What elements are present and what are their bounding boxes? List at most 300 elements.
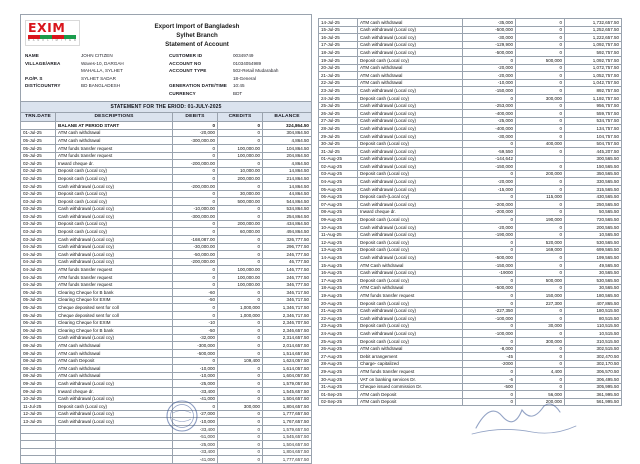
cell-credit: 0 [516,383,565,391]
cell-debit: 0 [463,94,516,102]
table-row[interactable] [319,193,622,201]
cell-credit: 0 [516,269,565,277]
table-row[interactable] [319,72,622,80]
table-row[interactable] [21,198,312,206]
table-row[interactable] [319,34,622,42]
cell-description: Cash withdrawal (Local ccy) [56,380,173,388]
cell-balance: 254,864.50 [263,213,312,221]
table-row[interactable] [21,281,312,289]
cell-credit: 300,000 [516,337,565,345]
cell-debit: -300,000.00 [173,213,218,221]
cell-credit: 0 [516,254,565,262]
table-row[interactable] [319,239,622,247]
table-row[interactable] [21,357,312,365]
cell-debit: 0 [173,312,218,320]
cell-balance: 50,565.50 [565,208,622,216]
cell-credit: 0 [516,315,565,323]
cell-balance: 1,767,657.50 [263,418,312,426]
cell-description: Deposit cash (Local ccy) [56,220,173,228]
table-row[interactable] [319,87,622,95]
cell-credit: 0 [218,433,263,441]
cell-credit: 0 [516,224,565,232]
meta-row-currency [169,90,307,98]
cell-trn-date: 02-Jul-25 [21,190,56,198]
cell-credit: 0 [218,448,263,456]
cell-trn-date: 26-Jul-25 [319,110,358,118]
cell-description: Deposit cash (Local ccy) [358,246,463,254]
cell-debit: -20,000 [173,129,218,137]
cell-trn-date [21,433,56,441]
cell-credit: 0 [218,236,263,244]
cell-credit: 0 [516,87,565,95]
cell-trn-date: 04-Aug-25 [319,178,358,186]
table-row[interactable] [319,254,622,262]
table-row[interactable] [21,387,312,395]
table-row[interactable] [319,398,622,406]
cell-debit: -300,000.00 [173,137,218,145]
table-row[interactable] [21,274,312,282]
cell-balance: 892,757.50 [565,87,622,95]
cell-credit: 0 [218,182,263,190]
cell-description: Cash withdrawal (Local ccy) [56,251,173,259]
cell-debit: -200,000.00 [173,258,218,266]
cell-balance: 561,995.50 [565,398,622,406]
table-row[interactable] [319,277,622,285]
cell-debit: -10,000 [463,79,516,87]
table-row[interactable] [21,349,312,357]
cell-credit: 200,000 [516,170,565,178]
cell-credit: 300,000 [516,94,565,102]
table-row[interactable] [21,228,312,236]
cell-balance: 530,565.50 [565,239,622,247]
field-value: 10:45 [233,83,245,89]
table-row[interactable] [319,110,622,118]
table-row[interactable] [319,337,622,345]
cell-balance: 1,804,657.50 [263,448,312,456]
table-row[interactable] [21,441,312,449]
cell-balance: 1,732,657.50 [565,19,622,27]
cell-credit: 0 [218,425,263,433]
cell-debit: -150,000 [463,163,516,171]
table-row[interactable] [21,205,312,213]
cell-balance: 150,565.50 [565,163,622,171]
cell-description: Cash withdrawal (Local ccy) [358,41,463,49]
cell-description: ATM cash withdrawal [56,129,173,137]
cell-debit: 0 [463,216,516,224]
table-row[interactable] [319,375,622,383]
cell-credit: 400,000 [516,140,565,148]
cell-credit: 0 [516,26,565,34]
cell-debit: -8,000 [463,345,516,353]
cell-debit: 0 [463,398,516,406]
table-row[interactable] [21,160,312,168]
col-debits: DEBITS [173,112,218,122]
table-row[interactable] [319,170,622,178]
cell-balance: 2,346,717.50 [263,312,312,320]
cell-trn-date: 17-Jul-25 [319,41,358,49]
table-row[interactable] [319,148,622,156]
cell-description: Deposit cash (Local ccy) [56,167,173,175]
cell-trn-date: 04-Jul-25 [21,243,56,251]
cell-description: Inward cheque dr. [56,387,173,395]
table-row[interactable] [319,383,622,391]
cell-trn-date: 08-Aug-25 [319,208,358,216]
table-row[interactable] [319,94,622,102]
table-row[interactable] [319,292,622,300]
table-row[interactable] [319,186,622,194]
cell-credit: 0 [516,201,565,209]
cell-description: Deposit cash (Local ccy) [56,403,173,411]
cell-description: Cash withdrawal (Local ccy) [358,87,463,95]
table-row[interactable] [21,380,312,388]
table-row[interactable] [21,137,312,145]
table-row[interactable] [319,26,622,34]
table-row[interactable] [21,319,312,327]
cell-debit: 0 [173,152,218,160]
table-row[interactable] [21,220,312,228]
table-row[interactable] [21,372,312,380]
cell-credit: 109,400 [218,357,263,365]
cell-description: Cash withdrawal (Local ccy) [358,269,463,277]
cell-debit: -35,000 [463,19,516,27]
cell-credit: 150,000 [516,292,565,300]
cell-description: Deposit cash (Local ccy) [358,322,463,330]
cell-balance: 1,052,757.50 [565,72,622,80]
cell-credit: 0 [516,41,565,49]
table-row[interactable] [319,246,622,254]
cell-debit: 0 [173,175,218,183]
table-row[interactable] [21,258,312,266]
cell-credit: 30,000.00 [218,190,263,198]
table-row[interactable] [21,425,312,433]
cell-description: ATM Cash withdrawal [358,262,463,270]
cell-trn-date: 20-Jul-25 [319,64,358,72]
cell-balance: 200,565.50 [565,224,622,232]
cell-description: BALANE AT PERIOD START [56,122,173,130]
cell-debit: -150,000 [463,262,516,270]
cell-trn-date: 04-Jul-25 [21,274,56,282]
cell-trn-date: 25-Jul-25 [319,102,358,110]
table-row[interactable] [319,368,622,376]
cell-debit: -50 [173,327,218,335]
table-row[interactable] [21,334,312,342]
field-value: Waves-10, DARGAH [81,60,124,66]
table-row[interactable] [319,201,622,209]
table-row[interactable] [21,289,312,297]
cell-credit: 0 [516,102,565,110]
cell-description: VAT on banking services Dr. [358,375,463,383]
cell-credit: 0 [516,186,565,194]
field-value: JOHN CITIZEN [81,53,113,58]
table-row[interactable] [319,19,622,27]
cell-credit: 115,000 [516,193,565,201]
cell-balance: 1,504,657.50 [263,441,312,449]
cell-description: ATM cash withdrawal [56,342,173,350]
table-row[interactable] [319,262,622,270]
cell-debit: -500,000 [463,284,516,292]
cell-debit: 0 [173,266,218,274]
table-row[interactable] [319,125,622,133]
cell-balance: 530,565.50 [565,277,622,285]
cell-credit: 0 [516,163,565,171]
cell-debit: -500 [463,383,516,391]
table-row[interactable] [319,41,622,49]
cell-description: Deposit cash (Local ccy) [56,190,173,198]
cell-debit: -50,000.00 [173,251,218,259]
header-top-row [21,15,311,51]
table-row[interactable] [319,391,622,399]
cell-trn-date: 26-Aug-25 [319,345,358,353]
bank-name-line: Export Import of Bangladesh [154,23,240,30]
table-row[interactable] [319,353,622,361]
cell-debit: 0 [463,277,516,285]
cell-debit: -20,000 [463,224,516,232]
cell-debit: -500,000 [463,49,516,57]
table-row[interactable] [21,410,312,418]
cell-credit: 169,000 [516,246,565,254]
cell-balance: 534,757.50 [565,117,622,125]
cell-description [56,425,173,433]
table-row[interactable] [21,342,312,350]
table-header-row [21,112,312,122]
cell-balance: 1,092,757.50 [565,41,622,49]
cell-balance: 2,014,657.50 [263,342,312,350]
cell-description: Cash withdrawal (Local ccy) [358,186,463,194]
cell-credit: 227,300 [516,299,565,307]
cell-debit: -19000 [463,269,516,277]
cell-description [56,441,173,449]
table-row[interactable] [21,144,312,152]
field-value: 01034054989 [233,60,262,66]
table-row[interactable] [21,236,312,244]
cell-debit: 0 [173,228,218,236]
table-row[interactable] [319,322,622,330]
cell-description [56,448,173,456]
cell-debit: -300,000 [173,342,218,350]
cell-description: Deposit cash (Local ccy) [358,140,463,148]
cell-credit: 100,000.00 [218,274,263,282]
cell-trn-date: 22-Aug-25 [319,315,358,323]
cell-trn-date: 02-Jul-25 [21,175,56,183]
table-row[interactable] [319,315,622,323]
cell-balance: 4,864.50 [263,137,312,145]
table-row[interactable] [319,269,622,277]
table-row[interactable] [319,178,622,186]
table-row[interactable] [319,132,622,140]
cell-balance: 1,192,757.50 [565,94,622,102]
cell-description: Cash withdrawal (Local ccy) [358,315,463,323]
cell-description: Cash withdrawal (Local ccy) [358,49,463,57]
cell-description: Clearing Cheque for EXIM [56,296,173,304]
table-row[interactable] [21,122,312,130]
cell-trn-date: 21-Jul-25 [319,72,358,80]
table-row[interactable] [319,330,622,338]
cell-credit: 0 [218,342,263,350]
cell-description: Cash withdrawal (Local ccy) [358,163,463,171]
cell-credit: 0 [218,334,263,342]
cell-credit: 0 [516,19,565,27]
cell-credit: 0 [218,205,263,213]
table-row[interactable] [319,64,622,72]
table-row[interactable] [21,365,312,373]
cell-balance: 14,864.50 [263,167,312,175]
table-row[interactable] [21,190,312,198]
cell-description: Cash withdrawal (Local ccy) [358,117,463,125]
cell-credit: 500,000 [516,56,565,64]
cell-credit: 0 [218,213,263,221]
cell-debit: -25,000 [463,117,516,125]
table-row[interactable] [319,102,622,110]
cell-credit: 0 [218,251,263,259]
cell-debit: -500,000 [173,349,218,357]
table-row[interactable] [21,418,312,426]
table-row[interactable] [21,433,312,441]
cell-debit: 0 [463,391,516,399]
cell-trn-date: 05-Jul-25 [21,152,56,160]
cell-debit: -400,000 [463,125,516,133]
cell-credit: 0 [218,319,263,327]
table-row[interactable] [319,56,622,64]
meta-row-name [25,52,163,60]
cell-balance: 494,864.50 [263,228,312,236]
cell-debit: 0 [463,337,516,345]
cell-debit: -41,000 [173,395,218,403]
cell-debit: -150,000 [463,87,516,95]
table-row[interactable] [319,231,622,239]
table-row[interactable] [21,296,312,304]
table-row[interactable] [21,152,312,160]
table-row[interactable] [319,155,622,163]
transactions-table-right [318,18,622,406]
exim-logo-wordmark: EXIM [28,20,66,35]
cell-balance: 592,757.50 [565,49,622,57]
table-row[interactable] [21,395,312,403]
cell-description: Deposit cash-(Local ccy) [358,193,463,201]
table-row[interactable] [319,216,622,224]
cell-credit: 190,000 [516,216,565,224]
table-row[interactable] [319,79,622,87]
table-row[interactable] [319,284,622,292]
cell-credit: 100,000.00 [218,144,263,152]
cell-credit: 0 [516,117,565,125]
cell-trn-date: 07-Aug-25 [319,201,358,209]
table-row[interactable] [21,243,312,251]
table-row[interactable] [319,224,622,232]
cell-balance: 306,570.50 [565,368,622,376]
table-row[interactable] [21,182,312,190]
table-row[interactable] [319,208,622,216]
cell-balance: 2,314,657.50 [263,334,312,342]
cell-credit: 0 [516,345,565,353]
cell-balance: 246,777.50 [263,274,312,282]
table-row[interactable] [21,251,312,259]
cell-balance: 300,565.50 [565,155,622,163]
field-value: SYLHET SADAR [81,75,116,81]
cell-trn-date: 02-Jul-25 [21,167,56,175]
field-value: MAHALLA, SYLHET [81,68,123,74]
cell-debit: -20,000 [463,72,516,80]
cell-balance: 1,579,057.50 [263,380,312,388]
table-row[interactable] [319,299,622,307]
table-row[interactable] [319,140,622,148]
table-row[interactable] [319,49,622,57]
field-value: BD BANGLADESH [81,83,121,89]
table-row[interactable] [21,403,312,411]
table-row[interactable] [21,456,312,464]
cell-trn-date: 01-Sep-25 [319,391,358,399]
cell-credit: 1,000,000 [218,304,263,312]
table-row[interactable] [21,304,312,312]
cell-balance: 326,777.50 [263,236,312,244]
table-row[interactable] [21,213,312,221]
meta-row-dist-country [25,82,163,90]
table-row[interactable] [21,175,312,183]
table-row[interactable] [319,360,622,368]
table-row[interactable] [319,163,622,171]
cell-debit: 0 [173,274,218,282]
table-row[interactable] [21,266,312,274]
cell-trn-date: 27-Jul-25 [319,117,358,125]
cell-debit: -10 [173,319,218,327]
cell-balance: 180,515.50 [565,307,622,315]
table-row[interactable] [21,129,312,137]
cell-trn-date: 23-Jul-25 [319,87,358,95]
cell-trn-date: 05-Jul-25 [21,289,56,297]
cell-balance: 1,072,757.50 [565,64,622,72]
table-row[interactable] [21,327,312,335]
cell-trn-date: 06-Jul-25 [21,334,56,342]
cell-description: Cash withdrawal (Local ccy) [358,201,463,209]
cell-credit: 60,000.00 [218,228,263,236]
cell-credit: 0 [516,262,565,270]
cell-trn-date: 03-Jul-25 [21,205,56,213]
cell-description: Cash withdrawal (Local ccy) [358,110,463,118]
cell-credit: 500,000 [516,277,565,285]
cell-credit: 0 [516,284,565,292]
cell-debit: 0 [173,190,218,198]
table-row[interactable] [21,448,312,456]
cell-credit: 0 [516,64,565,72]
cell-trn-date: 19-Aug-25 [319,292,358,300]
cell-trn-date: 28-Aug-25 [319,360,358,368]
cell-trn-date: 08-Jul-25 [21,342,56,350]
cell-credit: 100,000.00 [218,281,263,289]
table-row[interactable] [319,117,622,125]
cell-credit: 200,000.00 [218,220,263,228]
cell-description: Cash withdrawal (Local ccy) [56,236,173,244]
cell-balance: 302,170.50 [565,360,622,368]
table-row[interactable] [21,312,312,320]
cell-credit: 0 [218,387,263,395]
field-label: P.O/P. S [25,75,43,81]
cell-debit: 0 [463,239,516,247]
table-row[interactable] [21,167,312,175]
cell-debit: -45 [463,353,516,361]
cell-debit: -200,000.00 [173,182,218,190]
cell-trn-date: 04-Jul-25 [21,266,56,274]
cell-debit: -33,400 [173,387,218,395]
cell-credit: 1,000,000 [218,312,263,320]
cell-description: Cash withdrawal (Local ccy) [56,418,173,426]
cell-description: Cash withdrawal (Local ccy) [56,258,173,266]
table-row[interactable] [319,345,622,353]
table-row[interactable] [319,307,622,315]
cell-trn-date: 08-Jul-25 [21,357,56,365]
cell-description: Clearing Cheque for EXIM [56,319,173,327]
cell-balance: 4,864.50 [263,160,312,168]
cell-trn-date: 24-Jul-25 [319,94,358,102]
cell-balance: 559,757.50 [565,110,622,118]
